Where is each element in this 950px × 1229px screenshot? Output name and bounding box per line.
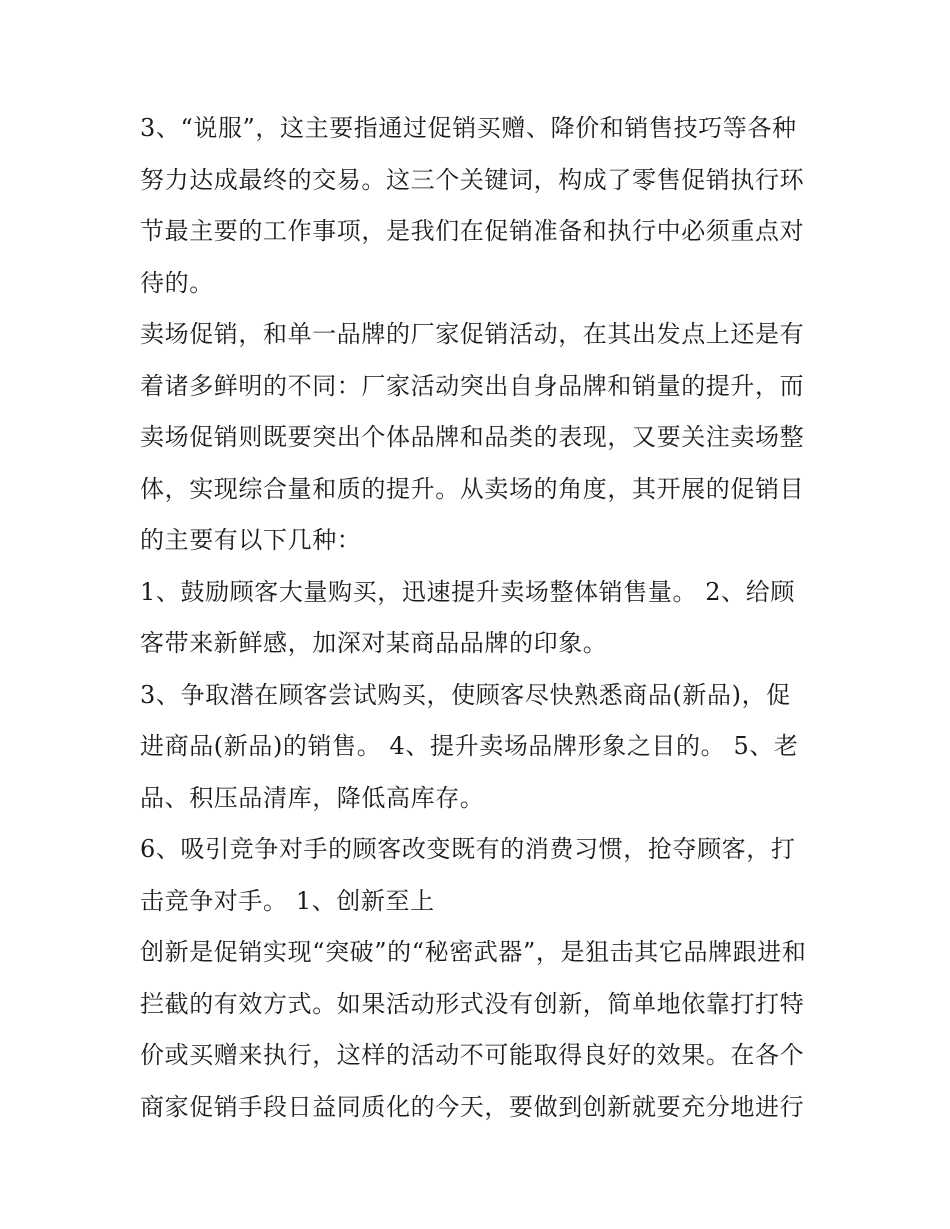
text-line: 卖场促销则既要突出个体品牌和品类的表现，又要关注卖场整: [140, 423, 805, 451]
text-line: 商家促销手段日益同质化的今天，要做到创新就要充分地进行: [140, 1092, 805, 1121]
text-line: 客带来新鲜感，加深对某商品品牌的印象。: [140, 629, 608, 657]
paragraph: [140, 927, 820, 1133]
text-line: 进商品(新品)的销售。 4、提升卖场品牌形象之目的。 5、老: [140, 732, 799, 760]
text-line: 努力达成最终的交易。这三个关键词，构成了零售促销执行环: [140, 165, 805, 194]
paragraph: [140, 103, 820, 309]
paragraph: [140, 670, 820, 825]
text-line: 的主要有以下几种：: [140, 526, 362, 554]
text-line: 待的。: [140, 268, 214, 297]
text-line: 1、鼓励顾客大量购买，迅速提升卖场整体销售量。 2、给顾: [140, 577, 795, 606]
text-line: 价或买赠来执行，这样的活动不可能取得良好的效果。在各个: [140, 1041, 805, 1069]
text-line: 卖场促销，和单一品牌的厂家促销活动，在其出发点上还是有: [140, 320, 805, 348]
paragraph: [140, 567, 820, 670]
paragraph: [140, 824, 820, 927]
text-line: 击竞争对手。 1、创新至上: [140, 886, 435, 915]
text-line: 拦截的有效方式。如果活动形式没有创新，简单地依靠打打特: [140, 989, 805, 1018]
text-line: 着诸多鲜明的不同：厂家活动突出自身品牌和销量的提升，而: [140, 371, 805, 400]
text-line: 3、“说服”，这主要指通过促销买赠、降价和销售技巧等各种: [140, 114, 797, 142]
paragraph: [140, 309, 820, 567]
text-line: 体，实现综合量和质的提升。从卖场的角度，其开展的促销目: [140, 474, 805, 503]
text-line: 6、吸引竞争对手的顾客改变既有的消费习惯，抢夺顾客，打: [140, 835, 796, 863]
text-line: 3、争取潜在顾客尝试购买，使顾客尽快熟悉商品(新品)，促: [140, 680, 791, 709]
text-line: 创新是促销实现“突破”的“秘密武器”，是狙击其它品牌跟进和: [140, 938, 807, 966]
text-line: 品、积压品清库，降低高库存。: [140, 783, 485, 812]
text-line: 节最主要的工作事项，是我们在促销准备和执行中必须重点对: [140, 217, 805, 245]
document-body: [140, 103, 820, 1133]
